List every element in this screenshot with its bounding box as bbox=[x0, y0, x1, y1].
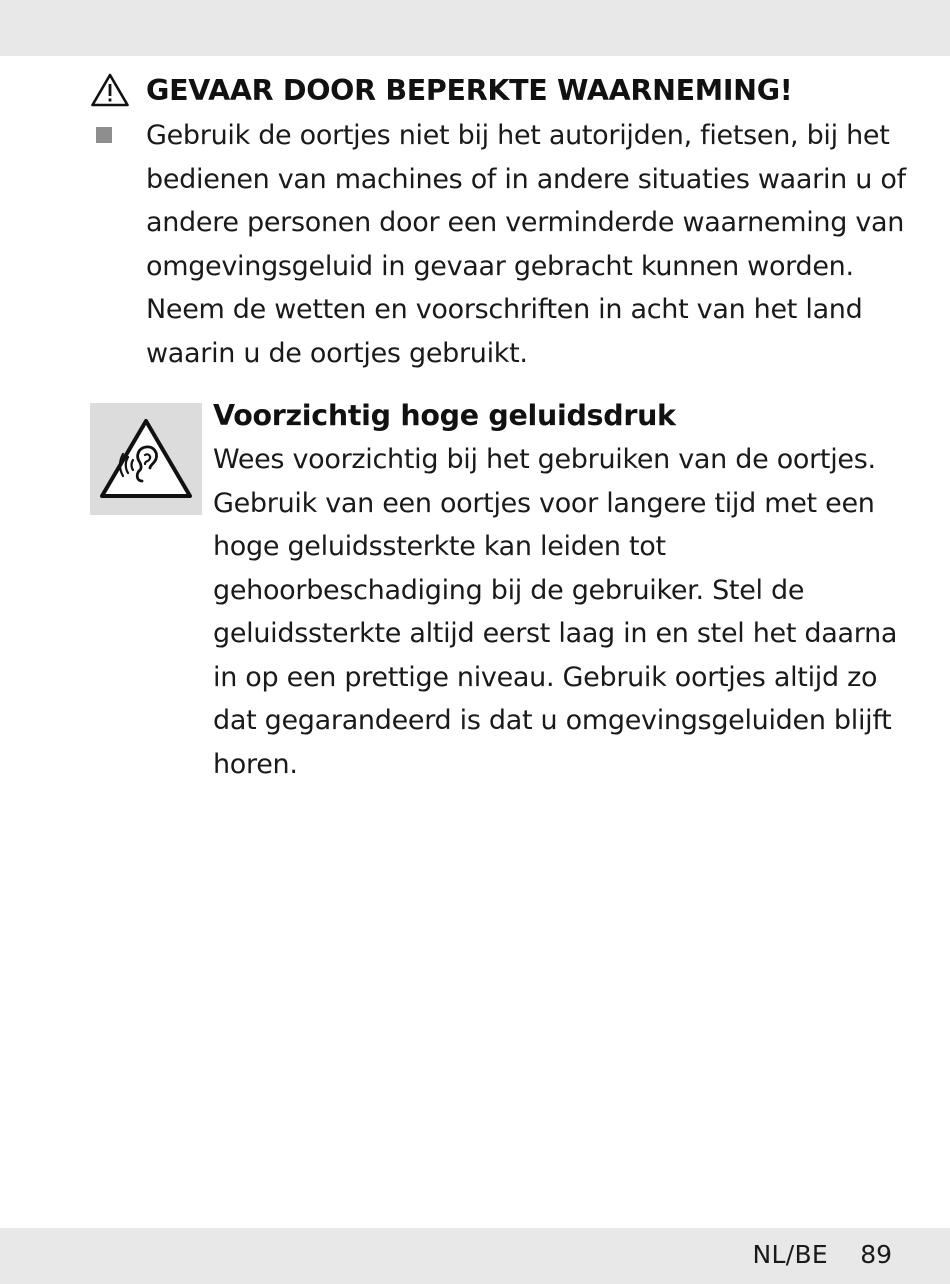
warning-heading bbox=[90, 72, 793, 108]
header-band bbox=[0, 0, 950, 56]
warning-triangle-icon bbox=[90, 72, 130, 108]
hearing-warning-section bbox=[213, 394, 913, 786]
page-number: 89 bbox=[860, 1240, 892, 1269]
bullet-square-icon bbox=[96, 127, 112, 143]
footer-language: NL/BE bbox=[752, 1240, 828, 1269]
hearing-damage-warning-icon bbox=[90, 403, 202, 515]
warning-bullet-item bbox=[96, 114, 906, 375]
hearing-warning-text: Wees voorzichtig bij het gebruiken van de oortjes. Gebruik van een oortjes voor langere tijd met een hoge geluidssterkte kan leiden tot gehoorbeschadiging bij de gebruiker. Stel de geluidssterkte altijd eerst laag in en stel het daarna in op een prettige niveau. Gebruik oortjes altijd zo dat gegarandeerd is dat u omgevingsgeluiden blijft horen. bbox=[213, 444, 898, 780]
warning-bullet-text: Gebruik de oortjes niet bij het autorijden, fietsen, bij het bedienen van machines of in andere situaties waarin u of andere personen door een verminderde waarneming van omgevingsgeluid in gevaar gebracht kunnen worden. Neem de wetten en voorschriften in acht van het land waarin u de oortjes gebruikt. bbox=[146, 120, 906, 369]
warning-heading-text: GEVAAR DOOR BEPERKTE WAARNEMING! bbox=[146, 73, 793, 107]
hearing-warning-title: Voorzichtig hoge geluidsdruk bbox=[213, 399, 676, 432]
